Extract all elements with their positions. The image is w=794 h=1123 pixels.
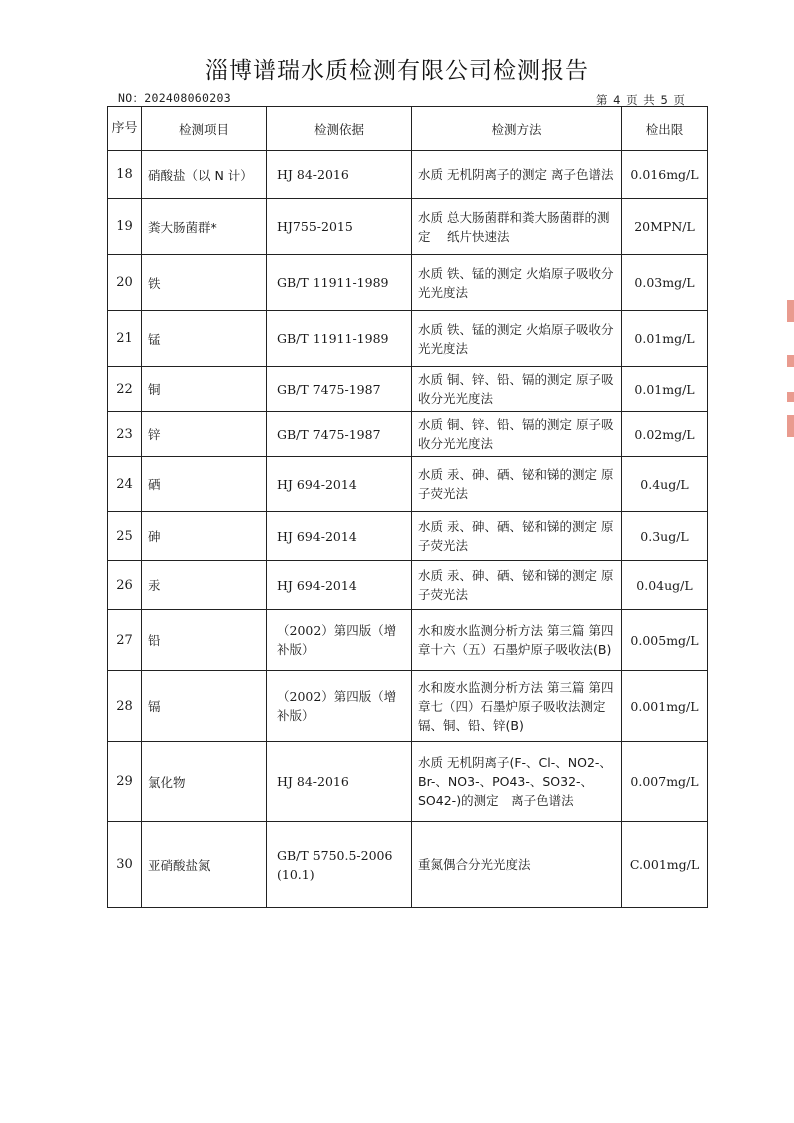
table-row	[108, 671, 708, 742]
table-row	[108, 457, 708, 512]
row-method: 水质 无机阴离子的测定 离子色谱法	[412, 151, 622, 199]
row-seq: 30	[108, 822, 142, 908]
header-seq: 序号	[108, 107, 142, 151]
row-basis: HJ 694-2014	[267, 512, 412, 561]
table-row	[108, 561, 708, 610]
row-item: 硒	[142, 457, 267, 512]
row-basis: （2002）第四版（增补版）	[267, 671, 412, 742]
row-limit: 0.4ug/L	[622, 457, 708, 512]
row-basis: GB/T 7475-1987	[267, 412, 412, 457]
seal-edge-mark	[787, 392, 794, 402]
row-limit: C.001mg/L	[622, 822, 708, 908]
row-item: 镉	[142, 671, 267, 742]
row-basis: （2002）第四版（增补版）	[267, 610, 412, 671]
row-method: 水质 铜、锌、铅、镉的测定 原子吸收分光光度法	[412, 367, 622, 412]
row-basis: HJ 694-2014	[267, 457, 412, 512]
seal-edge-mark	[787, 355, 794, 367]
header-basis: 检测依据	[267, 107, 412, 151]
row-method: 水和废水监测分析方法 第三篇 第四章十六（五）石墨炉原子吸收法(B)	[412, 610, 622, 671]
table-row	[108, 822, 708, 908]
row-item: 粪大肠菌群*	[142, 199, 267, 255]
row-limit: 20MPN/L	[622, 199, 708, 255]
table-row	[108, 151, 708, 199]
row-item: 亚硝酸盐氮	[142, 822, 267, 908]
page-indicator: 第 4 页 共 5 页	[596, 93, 685, 107]
results-table	[107, 106, 708, 908]
table-row	[108, 742, 708, 822]
row-limit: 0.01mg/L	[622, 367, 708, 412]
row-seq: 28	[108, 671, 142, 742]
row-method: 水质 铜、锌、铅、镉的测定 原子吸收分光光度法	[412, 412, 622, 457]
header-item: 检测项目	[142, 107, 267, 151]
row-seq: 21	[108, 311, 142, 367]
row-item: 砷	[142, 512, 267, 561]
header-limit: 检出限	[622, 107, 708, 151]
row-seq: 19	[108, 199, 142, 255]
row-method: 水质 汞、砷、硒、铋和锑的测定 原子荧光法	[412, 561, 622, 610]
row-item: 锰	[142, 311, 267, 367]
row-method: 水质 无机阴离子(F-、Cl-、NO2-、Br-、NO3-、PO43-、SO32-、SO42-)的测定 离子色谱法	[412, 742, 622, 822]
row-method: 水质 铁、锰的测定 火焰原子吸收分光光度法	[412, 311, 622, 367]
row-basis: GB/T 7475-1987	[267, 367, 412, 412]
row-limit: 0.005mg/L	[622, 610, 708, 671]
row-method: 水质 汞、砷、硒、铋和锑的测定 原子荧光法	[412, 512, 622, 561]
row-seq: 27	[108, 610, 142, 671]
table-row	[108, 512, 708, 561]
row-seq: 20	[108, 255, 142, 311]
row-limit: 0.007mg/L	[622, 742, 708, 822]
row-basis: HJ755-2015	[267, 199, 412, 255]
table-row	[108, 412, 708, 457]
row-seq: 18	[108, 151, 142, 199]
table-row	[108, 255, 708, 311]
row-seq: 24	[108, 457, 142, 512]
row-limit: 0.02mg/L	[622, 412, 708, 457]
row-limit: 0.016mg/L	[622, 151, 708, 199]
row-item: 氯化物	[142, 742, 267, 822]
row-method: 水质 总大肠菌群和粪大肠菌群的测定 纸片快速法	[412, 199, 622, 255]
row-item: 汞	[142, 561, 267, 610]
row-basis: HJ 694-2014	[267, 561, 412, 610]
row-seq: 29	[108, 742, 142, 822]
table-row	[108, 199, 708, 255]
row-item: 铁	[142, 255, 267, 311]
table-row	[108, 367, 708, 412]
row-limit: 0.03mg/L	[622, 255, 708, 311]
table-header-row	[108, 107, 708, 151]
row-item: 硝酸盐（以 N 计）	[142, 151, 267, 199]
row-limit: 0.01mg/L	[622, 311, 708, 367]
row-method: 重氮偶合分光光度法	[412, 822, 622, 908]
row-method: 水和废水监测分析方法 第三篇 第四章七（四）石墨炉原子吸收法测定镉、铜、铅、锌(B)	[412, 671, 622, 742]
seal-edge-mark	[787, 300, 794, 322]
row-seq: 22	[108, 367, 142, 412]
table-row	[108, 610, 708, 671]
report-number: NO：202408060203	[118, 91, 231, 105]
row-basis: HJ 84-2016	[267, 151, 412, 199]
row-seq: 25	[108, 512, 142, 561]
row-seq: 26	[108, 561, 142, 610]
row-limit: 0.3ug/L	[622, 512, 708, 561]
row-item: 铜	[142, 367, 267, 412]
row-basis: HJ 84-2016	[267, 742, 412, 822]
row-method: 水质 铁、锰的测定 火焰原子吸收分光光度法	[412, 255, 622, 311]
row-item: 锌	[142, 412, 267, 457]
row-item: 铅	[142, 610, 267, 671]
row-basis: GB/T 11911-1989	[267, 311, 412, 367]
row-basis: GB/T 11911-1989	[267, 255, 412, 311]
table-row	[108, 311, 708, 367]
report-title: 淄博谱瑞水质检测有限公司检测报告	[205, 58, 589, 84]
seal-edge-mark	[787, 415, 794, 437]
row-limit: 0.001mg/L	[622, 671, 708, 742]
header-method: 检测方法	[412, 107, 622, 151]
row-seq: 23	[108, 412, 142, 457]
row-limit: 0.04ug/L	[622, 561, 708, 610]
row-basis: GB/T 5750.5-2006 (10.1)	[267, 822, 412, 908]
row-method: 水质 汞、砷、硒、铋和锑的测定 原子荧光法	[412, 457, 622, 512]
